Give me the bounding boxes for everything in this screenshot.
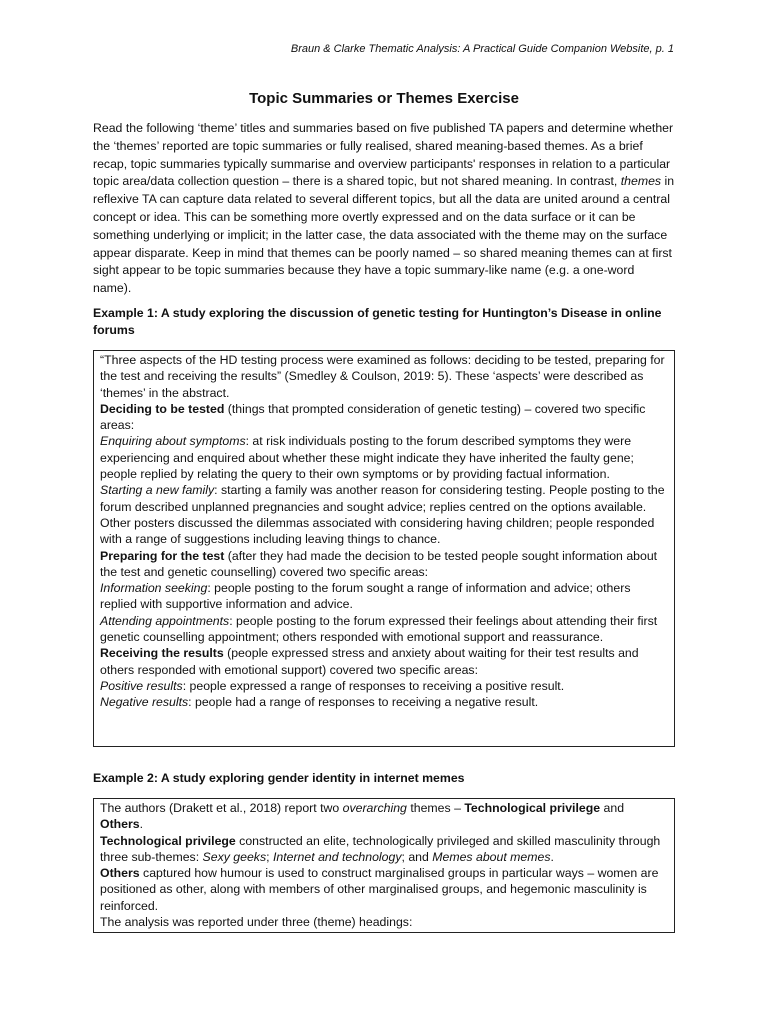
preparing-section: Preparing for the test (after they had made the decision to be tested people sought information about the test and genetic counselling) covered two specific areas:: [100, 548, 658, 579]
others-section: Others captured how humour is used to construct marginalised groups in particular ways – women are positioned as other, along with members of other marginalised groups, and hegemonic masculinity is reinforced.: [100, 866, 659, 913]
example-2-intro: The authors (Drakett et al., 2018) report two overarching themes – Technological privilege and Others.: [100, 801, 625, 832]
negative-subsection: Negative results: people had a range of responses to receiving a negative result.: [100, 695, 539, 710]
page-header: Braun & Clarke Thematic Analysis: A Practical Guide Companion Website, p. 1: [290, 43, 674, 55]
example-1-quote: “Three aspects of the HD testing process were examined as follows: deciding to be tested, preparing for the test and receiving the results” (Smedley & Coulson, 2019: 5). These ‘aspects’ were described as ‘themes’ in the abstract.: [100, 353, 665, 400]
deciding-section: Deciding to be tested (things that prompted consideration of genetic testing) – covered two specific areas:: [100, 401, 646, 433]
example-2-box: [93, 798, 675, 933]
tech-privilege-section: Technological privilege constructed an elite, technologically privileged and skilled masculinity through three sub-themes: Sexy geeks; Internet and technology; and Memes about memes.: [100, 833, 661, 864]
enquiring-subsection: Enquiring about symptoms: at risk individuals posting to the forum described symptoms they were experiencing and enquired about whether these might indicate they have inherited the faulty gene; people replied by relating the query to their own symptoms or by providing factual information.: [100, 434, 634, 482]
intro-paragraph: Read the following ‘theme’ titles and summaries based on five published TA papers and determine whether the ‘themes’ reported are topic summaries or fully realised, shared meaning-based themes. As a brief recap, topic summaries typically summarise and overview participants' responses in relation to a particular topic area/data collection question – there is a shared topic, but not shared meaning. In contrast, themes in reflexive TA can capture data related to several different topics, but all the data are united around a central concept or idea. This can be something more overtly expressed and on the data surface or it can be something underlying or implicit; in the latter case, the data associated with the theme may on the surface appear disparate. Keep in mind that themes can be poorly named – so shared meaning themes can at first sight appear to be topic summaries because they have a topic summary-like name (e.g. a one-word name).: [93, 121, 675, 296]
example-2-last-line: The analysis was reported under three (theme) headings:: [100, 915, 413, 930]
positive-subsection: Positive results: people expressed a range of responses to receiving a positive result.: [100, 678, 565, 693]
page-title: Topic Summaries or Themes Exercise: [249, 90, 519, 107]
example-1-heading: Example 1: A study exploring the discussion of genetic testing for Huntington’s Disease in online forums: [93, 306, 662, 337]
attending-subsection: Attending appointments: people posting to the forum expressed their feelings about attending their first genetic counselling appointment; others responded with emotional support and reassurance.: [100, 613, 658, 645]
info-subsection: Information seeking: people posting to the forum sought a range of information and advice; others replied with supportive information and advice.: [100, 581, 631, 612]
family-subsection: Starting a new family: starting a family was another reason for considering testing. People posting to the forum described unplanned pregnancies and sought advice; replies centred on the options available. Other posters discussed the dilemmas associated with considering having children; people responded with a range of suggestions including leaving things to chance.: [100, 483, 665, 547]
example-1-box: [93, 350, 675, 747]
example-2-heading: Example 2: A study exploring gender identity in internet memes: [93, 771, 465, 785]
receiving-section: Receiving the results (people expressed stress and anxiety about waiting for their test results and others responded with emotional support) covered two specific areas:: [100, 646, 639, 677]
